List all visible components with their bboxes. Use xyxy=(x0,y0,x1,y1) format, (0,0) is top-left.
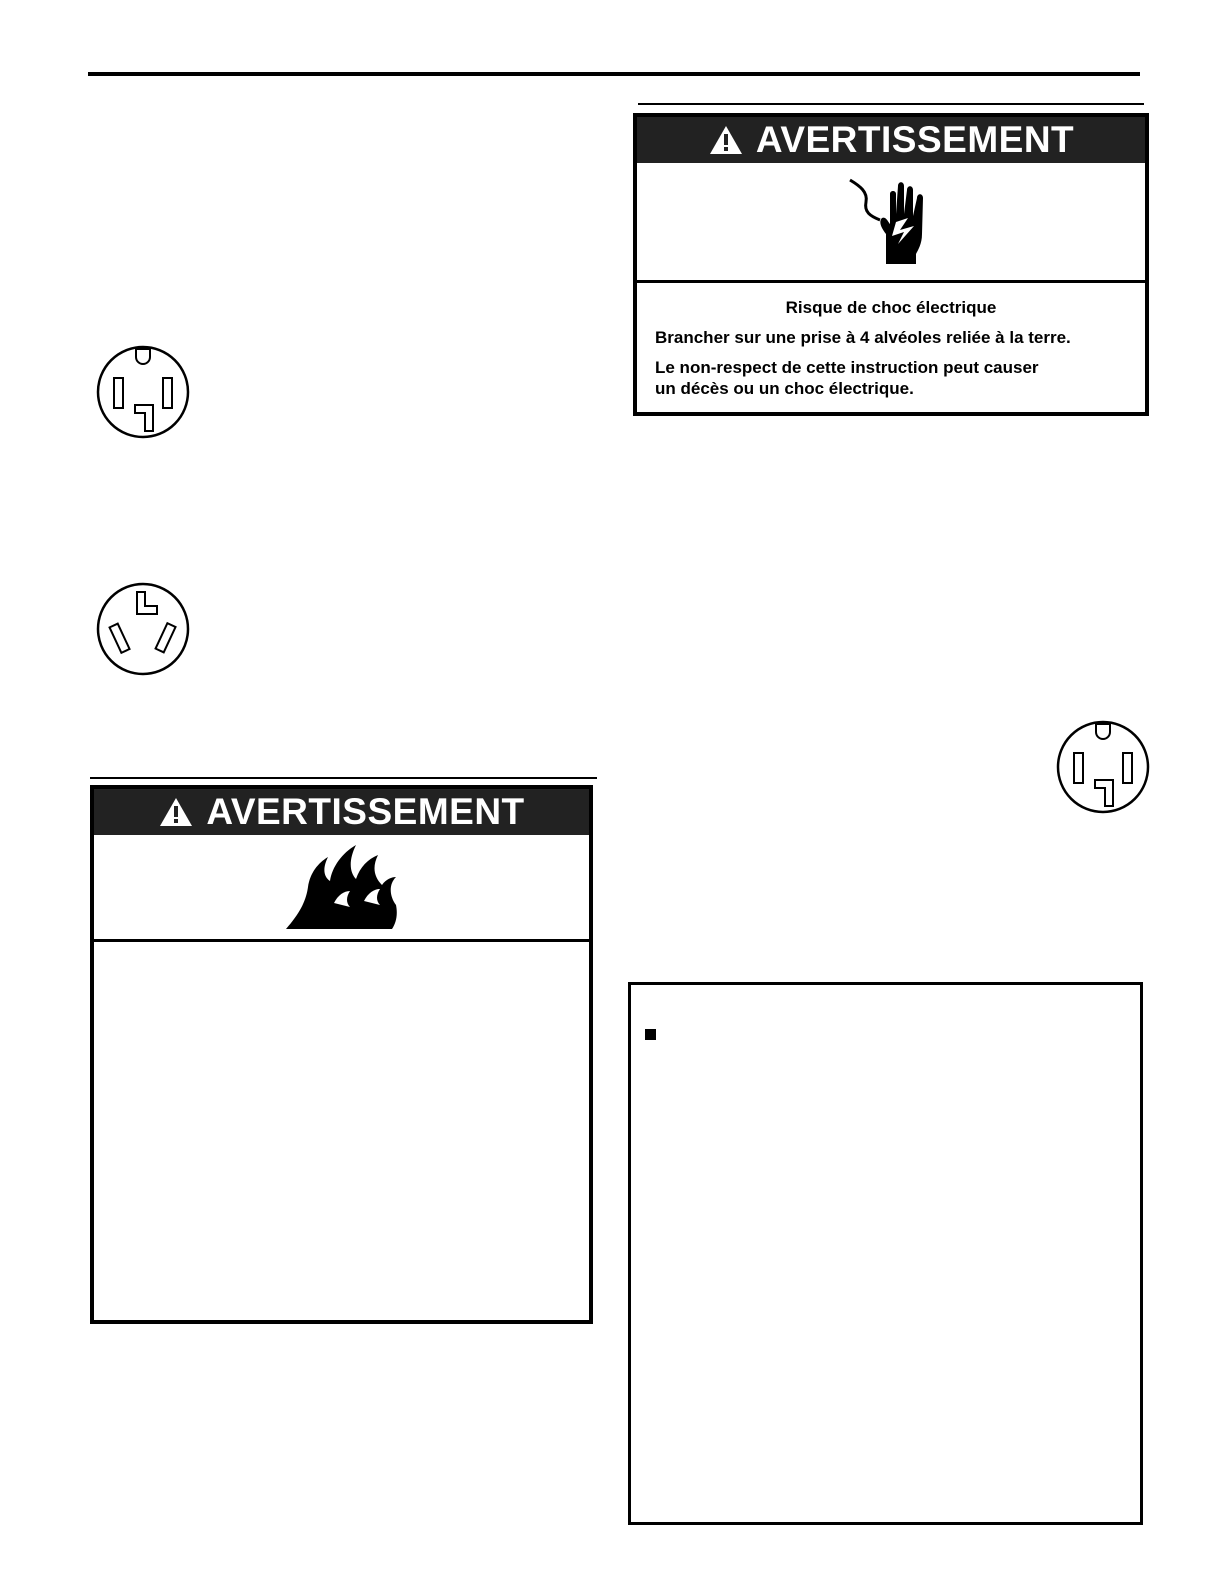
fire-flame-icon xyxy=(284,843,400,931)
fire-warning-header xyxy=(94,789,589,835)
electric-shock-hand-icon xyxy=(846,174,936,269)
fire-graphic-area xyxy=(94,835,589,939)
warning-triangle-icon xyxy=(158,796,194,828)
fire-warning-rule xyxy=(90,777,597,779)
four-prong-outlet-icon xyxy=(96,345,190,439)
info-box xyxy=(628,982,1143,1525)
header-rule xyxy=(88,72,1140,76)
shock-hazard-title: Risque de choc électrique xyxy=(785,298,997,317)
fire-warning-box xyxy=(90,785,593,1324)
shock-consequence-line2: un décès ou un choc électrique. xyxy=(655,379,914,398)
shock-graphic-area xyxy=(637,163,1145,280)
shock-warning-text xyxy=(637,283,1145,411)
three-prong-outlet-icon xyxy=(96,582,190,676)
shock-warning-heading: AVERTISSEMENT xyxy=(755,119,1075,160)
bullet-square xyxy=(645,1029,656,1040)
fire-warning-heading: AVERTISSEMENT xyxy=(206,791,525,832)
warning-triangle-icon xyxy=(708,124,744,156)
fire-warning-divider xyxy=(94,939,589,942)
shock-warning-header xyxy=(637,117,1145,163)
shock-warning-box xyxy=(633,113,1149,416)
shock-consequence-line1: Le non-respect de cette instruction peut causer xyxy=(655,358,1039,377)
shock-consequence xyxy=(655,357,1127,399)
four-prong-outlet-icon xyxy=(1056,720,1150,814)
shock-warning-rule xyxy=(638,103,1144,105)
shock-instruction: Brancher sur une prise à 4 alvéoles reliée à la terre. xyxy=(655,328,1071,347)
